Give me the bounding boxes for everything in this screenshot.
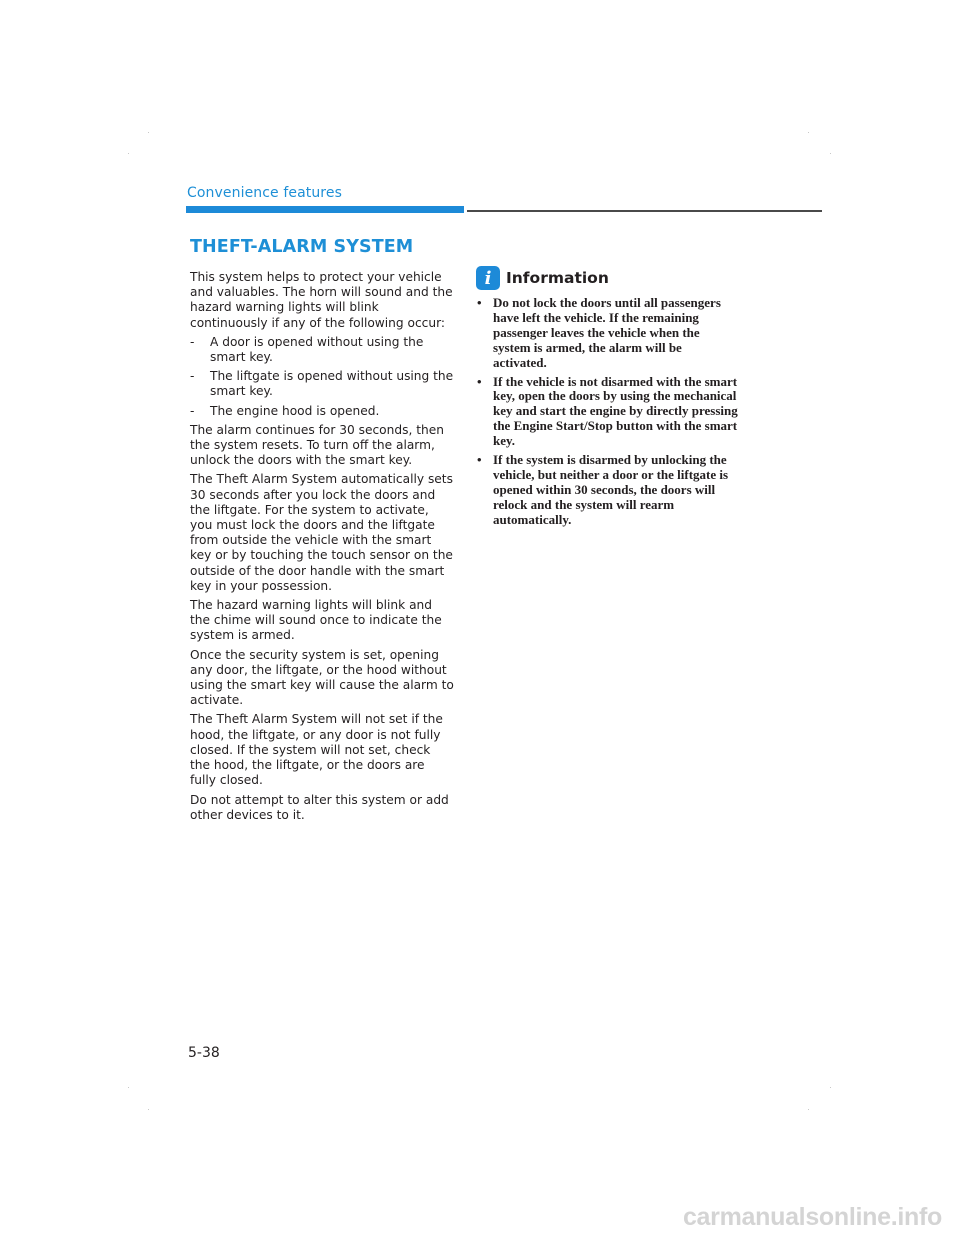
condition-list: [190, 335, 454, 419]
crop-mark: [808, 132, 809, 133]
crop-mark: [128, 1087, 129, 1088]
page-title: THEFT-ALARM SYSTEM: [190, 237, 414, 257]
list-item-text: If the system is disarmed by unlocking the vehicle, but neither a door or the liftgate is opened within 30 seconds, the doors will relock and the system will rearm automatically.: [493, 452, 729, 527]
body-paragraph: The alarm continues for 30 seconds, then the system resets. To turn off the alarm, unlock the doors with the smart key.: [190, 422, 444, 468]
bullet-marker: •: [477, 452, 482, 468]
list-item: [476, 453, 738, 528]
list-item-text: The liftgate is opened without using the smart key.: [210, 369, 454, 399]
body-paragraph: The Theft Alarm System automatically sets 30 seconds after you lock the doors and the liftgate. For the system to activate, you must lock the doors and the liftgate from outside the vehicle with the smart key or by touching the touch sensor on the outside of the door handle with the smart key in your possession.: [190, 472, 453, 593]
list-item-text: The engine hood is opened.: [210, 403, 380, 418]
information-box: [476, 266, 738, 532]
list-item: [190, 335, 454, 365]
body-paragraph: The Theft Alarm System will not set if the hood, the liftgate, or any door is not fully closed. If the system will not set, check the hood, the liftgate, or the doors are fully closed.: [190, 712, 443, 788]
watermark: carmanualsonline.info: [682, 1203, 942, 1231]
information-title: Information: [506, 269, 609, 287]
body-paragraph: The hazard warning lights will blink and the chime will sound once to indicate the system is armed.: [190, 598, 442, 643]
crop-mark: [808, 1109, 809, 1110]
dash-marker: -: [190, 369, 195, 384]
body-paragraph: Once the security system is set, opening any door, the liftgate, or the hood without using the smart key will cause the alarm to activate.: [190, 647, 454, 708]
dash-marker: -: [190, 403, 195, 418]
intro-paragraph: This system helps to protect your vehicle and valuables. The horn will sound and the hazard warning lights will blink continuously if any of the following occur:: [190, 270, 453, 330]
page-number: 5-38: [188, 1045, 220, 1061]
information-header: [476, 266, 738, 290]
main-column: [190, 236, 454, 827]
section-header: Convenience features: [187, 185, 342, 201]
list-item: [190, 404, 454, 419]
bullet-marker: •: [477, 295, 482, 310]
list-item: [190, 369, 454, 399]
list-item: [476, 296, 738, 371]
list-item-text: Do not lock the doors until all passengers have left the vehicle. If the remaining passenger leaves the vehicle when the system is armed, the alarm will be activated.: [493, 295, 721, 370]
information-list: [476, 296, 738, 528]
crop-mark: [148, 132, 149, 133]
list-item-text: A door is opened without using the smart key.: [210, 334, 424, 365]
bullet-marker: •: [477, 373, 482, 389]
crop-mark: [830, 1087, 831, 1088]
list-item: [476, 375, 738, 450]
crop-mark: [830, 153, 831, 154]
header-accent-bar: [186, 206, 464, 213]
body-paragraph: Do not attempt to alter this system or add other devices to it.: [190, 792, 449, 822]
info-icon: i: [476, 266, 500, 290]
dash-marker: -: [190, 334, 195, 349]
crop-mark: [148, 1109, 149, 1110]
crop-mark: [128, 153, 129, 154]
list-item-text: If the vehicle is not disarmed with the smart key, open the doors by using the mechanical key and start the engine by directly pressing the Engine Start/Stop button with the smart key.: [493, 373, 738, 449]
header-rule: [467, 210, 822, 212]
